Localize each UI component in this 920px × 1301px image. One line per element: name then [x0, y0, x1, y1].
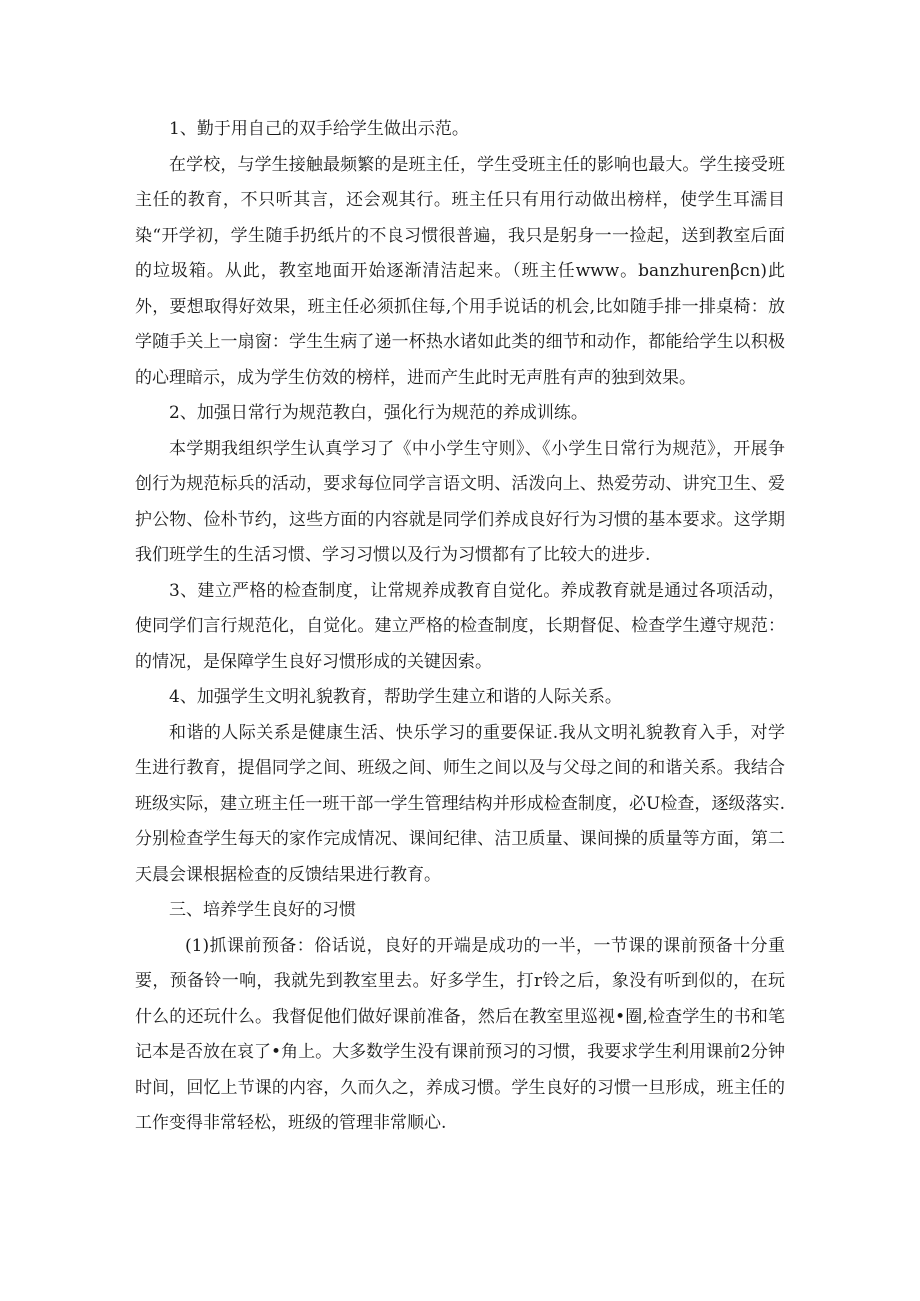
section-heading-3: 三、培养学生良好的习惯	[169, 900, 356, 920]
paragraph-heading-2: 2、加强日常行为规范教白，强化行为规范的养成训练。	[169, 403, 588, 423]
paragraph-body-4: 和谐的人际关系是健康生活、快乐学习的重要保证.我从文明礼貌教育入手，对学生进行教育，提倡同学之间、班级之间、师生之间以及与父母之间的和谐关系。我结合班级实际，建立班主任一班干部一学生管理结构并形成检查制度，必U检查，逐级落实.分别检查学生每天的家作完成情况、课间纪律、洁卫质量、课间操的质量等方面，第二天晨会课根据检查的反馈结果进行教育。	[135, 722, 785, 885]
paragraph-item-1: (1)抓课前预备：俗话说，良好的开端是成功的一半，一节课的课前预备十分重要，预备铃一响，我就先到教室里去。好多学生，打r铃之后，象没有听到似的，在玩什么的还玩什么。我督促他们做好课前准备，然后在教室里巡视•圈,检查学生的书和笔记本是否放在哀了•角上。大多数学生没有课前预习的习惯，我要求学生利用课前2分钟时间，回忆上节课的内容，久而久之，养成习惯。学生良好的习惯一旦形成，班主任的工作变得非常轻松，班级的管理非常顺心.	[135, 935, 785, 1133]
document-body	[135, 112, 785, 1142]
paragraph-body-2: 本学期我组织学生认真学习了《中小学生守则》、《小学生日常行为规范》，开展争创行为规范标兵的活动，要求每位同学言语文明、活泼向上、热爱劳动、讲究卫生、爱护公物、俭朴节约，这些方面的内容就是同学们养成良好行为习惯的基本要求。这学期我们班学生的生活习惯、学习习惯以及行为习惯都有了比较大的进步.	[135, 438, 785, 565]
paragraph-heading-1: 1、勤于用自己的双手给学生做出示范。	[169, 119, 469, 139]
paragraph-heading-3: 3、建立严格的检查制度，让常规养成教育自觉化。养成教育就是通过各项活动，使同学们言行规范化，自觉化。建立严格的检查制度，长期督促、检查学生遵守规范：的情况，是保障学生良好习惯形成的关键因索。	[135, 580, 785, 672]
paragraph-body-1: 在学校，与学生接触最频繁的是班主任，学生受班主任的影响也最大。学生接受班主任的教育，不只听其言，还会观其行。班主任只有用行动做出榜样，使学生耳濡目染“开学初，学生随手扔纸片的不良习惯很普遍，我只是躬身一一捡起，送到教室后面的垃圾箱。从此，教室地面开始逐渐清洁起来。（班主任www。banzhurenβcn)此外，要想取得好效果，班主任必须抓住每,个用手说话的机会,比如随手排一排桌椅：放学随手关上一扇窗：学生生病了递一杯热水诸如此类的细节和动作，都能给学生以积极的心理暗示，成为学生仿效的榜样，进而产生此时无声胜有声的独到效果。	[135, 154, 785, 388]
paragraph-heading-4: 4、加强学生文明礼貌教育，帮助学生建立和谐的人际关系。	[169, 687, 622, 707]
